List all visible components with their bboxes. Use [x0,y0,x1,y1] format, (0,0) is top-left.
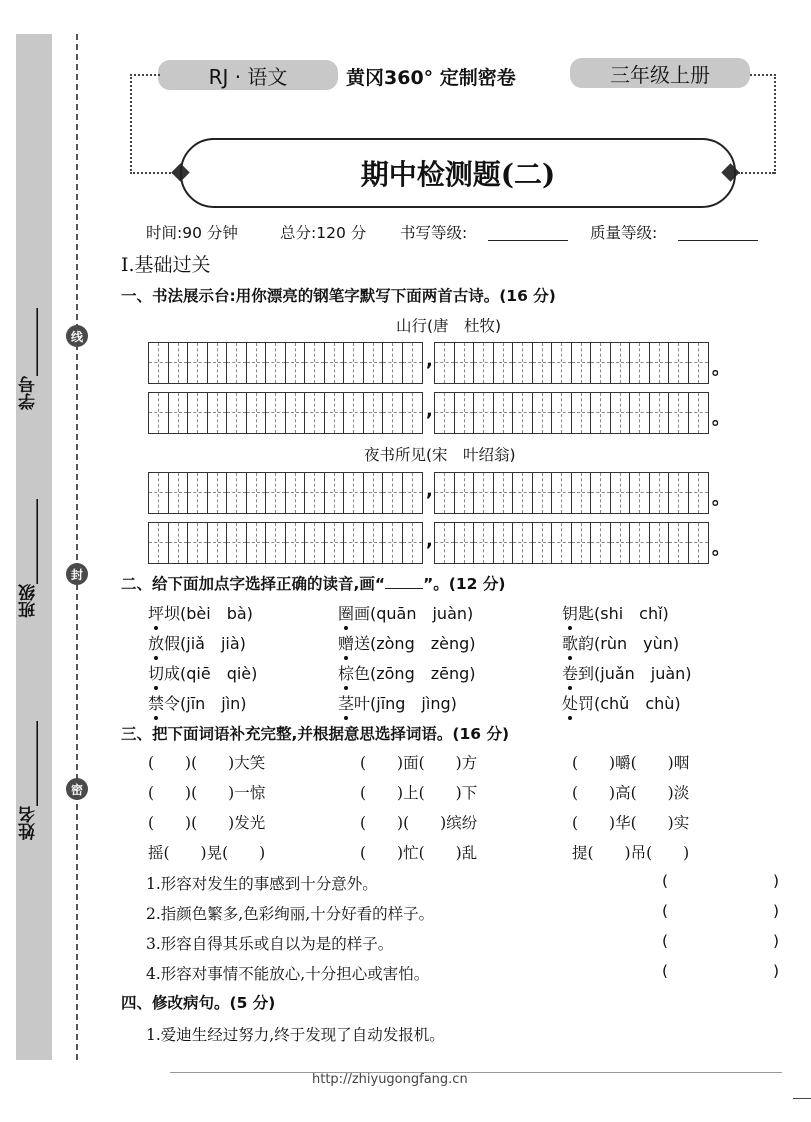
connector-right-bottom [738,172,774,174]
quality-grade-blank[interactable] [678,240,758,241]
pinyin-item[interactable]: 茎叶(jīng jìng) [338,694,457,713]
cut-line [76,34,78,1060]
answer-blank[interactable] [676,934,772,952]
writing-grid[interactable] [434,392,709,434]
seal-feng-icon: 封 [66,563,88,585]
seal-mi-icon: 密 [66,778,88,800]
answer-blank[interactable] [676,964,772,982]
idiom-blank[interactable]: ( )( )大笑 [148,754,266,772]
name-label: 姓名__________ [19,721,39,840]
subject-pill: RJ · 语文 [158,60,338,90]
idiom-blank[interactable]: 提( )吊( ) [572,844,690,862]
connector-left [130,74,160,174]
q2-title [121,572,505,594]
pinyin-item[interactable]: 禁令(jīn jìn) [148,694,247,713]
grid-comma: , [426,480,433,501]
footer-rule [170,1072,782,1073]
idiom-blank[interactable]: ( )( )一惊 [148,784,266,802]
q3-title: 三、把下面词语补充完整,并根据意思选择词语。(16 分) [121,725,510,743]
class-label: 班级__________ [19,499,39,618]
emphasis-dot-icon [154,656,158,660]
answer-paren-open: ( [662,872,669,890]
pinyin-item[interactable]: 切成(qiē qiè) [148,664,258,683]
emphasis-dot-icon [344,626,348,630]
meaning-item: 3.形容自得其乐或自以为是的样子。 [146,935,394,953]
q4-title: 四、修改病句。(5 分) [121,994,276,1012]
idiom-blank[interactable]: ( )上( )下 [360,784,478,802]
q2-title-a: 二、给下面加点字选择正确的读音,画“ [121,575,386,593]
idiom-blank[interactable]: 摇( )晃( ) [148,844,266,862]
idiom-blank[interactable]: ( )面( )方 [360,754,478,772]
emphasis-dot-icon [344,656,348,660]
footer-url: http://zhiyugongfang.cn [312,1072,468,1087]
seal-xian-icon: 线 [66,325,88,347]
connector-right [750,74,776,174]
answer-paren-close: ) [773,872,780,890]
pinyin-item[interactable]: 钥匙(shi chǐ) [562,604,669,623]
meaning-item: 1.形容对发生的事感到十分意外。 [146,875,378,893]
connector-left-bottom [130,172,174,174]
writing-grid[interactable] [148,522,423,564]
q4-item-1: 1.爱迪生经过努力,终于发现了自动发报机。 [146,1026,445,1044]
writing-grid[interactable] [434,522,709,564]
idiom-blank[interactable]: ( )忙( )乱 [360,844,478,862]
emphasis-dot-icon [568,686,572,690]
answer-paren-close: ) [773,962,780,980]
meaning-item: 2.指颜色繁多,色彩绚丽,十分好看的样子。 [146,905,435,923]
quality-grade-label: 质量等级: [590,224,658,242]
answer-blank[interactable] [676,874,772,892]
pinyin-item[interactable]: 卷到(juǎn juàn) [562,664,692,683]
meaning-item: 4.形容对事情不能放心,十分担心或害怕。 [146,965,430,983]
answer-paren-open: ( [662,932,669,950]
exam-time: 时间:90 分钟 [146,224,238,242]
writing-grade-blank[interactable] [488,240,568,241]
q2-title-blank [385,574,423,589]
emphasis-dot-icon [344,716,348,720]
grid-comma: , [426,350,433,371]
pinyin-item[interactable]: 赠送(zòng zèng) [338,634,476,653]
writing-grid[interactable] [148,392,423,434]
pinyin-item[interactable]: 放假(jiǎ jià) [148,634,246,653]
writing-grade-label: 书写等级: [400,224,468,242]
grid-period: 。 [712,408,730,429]
idiom-blank[interactable]: ( )( )发光 [148,814,266,832]
answer-paren-open: ( [662,962,669,980]
answer-paren-open: ( [662,902,669,920]
idiom-blank[interactable]: ( )( )缤纷 [360,814,478,832]
writing-grid[interactable] [148,342,423,384]
emphasis-dot-icon [568,656,572,660]
poem2-title: 夜书所见(宋 叶绍翁) [364,446,516,464]
pinyin-item[interactable]: 圈画(quān juàn) [338,604,474,623]
idiom-blank[interactable]: ( )嚼( )咽 [572,754,690,772]
grid-period: 。 [712,538,730,559]
answer-blank[interactable] [676,904,772,922]
emphasis-dot-icon [568,626,572,630]
grade-pill: 三年级上册 [570,58,750,88]
writing-grid[interactable] [434,472,709,514]
emphasis-dot-icon [344,686,348,690]
pinyin-item[interactable]: 坪坝(bèi bà) [148,604,253,623]
poem1-title: 山行(唐 杜牧) [396,317,502,335]
grid-comma: , [426,400,433,421]
idiom-blank[interactable]: ( )华( )实 [572,814,690,832]
student-number-label: 学号________ [19,308,39,410]
emphasis-dot-icon [568,716,572,720]
pinyin-item[interactable]: 处罚(chǔ chù) [562,694,681,713]
brand-title: 黄冈360° 定制密卷 [346,67,516,89]
answer-paren-close: ) [773,902,780,920]
pinyin-item[interactable]: 歌韵(rùn yùn) [562,634,680,653]
pinyin-item[interactable]: 棕色(zōng zēng) [338,664,476,683]
emphasis-dot-icon [154,626,158,630]
q2-title-b: ”。(12 分) [423,575,506,593]
writing-grid[interactable] [148,472,423,514]
idiom-blank[interactable]: ( )高( )淡 [572,784,690,802]
section-title: Ⅰ.基础过关 [121,254,211,276]
writing-grid[interactable] [434,342,709,384]
grid-period: 。 [712,358,730,379]
exam-total: 总分:120 分 [280,224,367,242]
answer-paren-close: ) [773,932,780,950]
footer-mark [793,1098,811,1099]
grid-comma: , [426,530,433,551]
q1-title: 一、书法展示台:用你漂亮的钢笔字默写下面两首古诗。(16 分) [121,287,556,305]
exam-title: 期中检测题(二) [180,138,736,208]
emphasis-dot-icon [154,686,158,690]
emphasis-dot-icon [154,716,158,720]
grid-period: 。 [712,488,730,509]
